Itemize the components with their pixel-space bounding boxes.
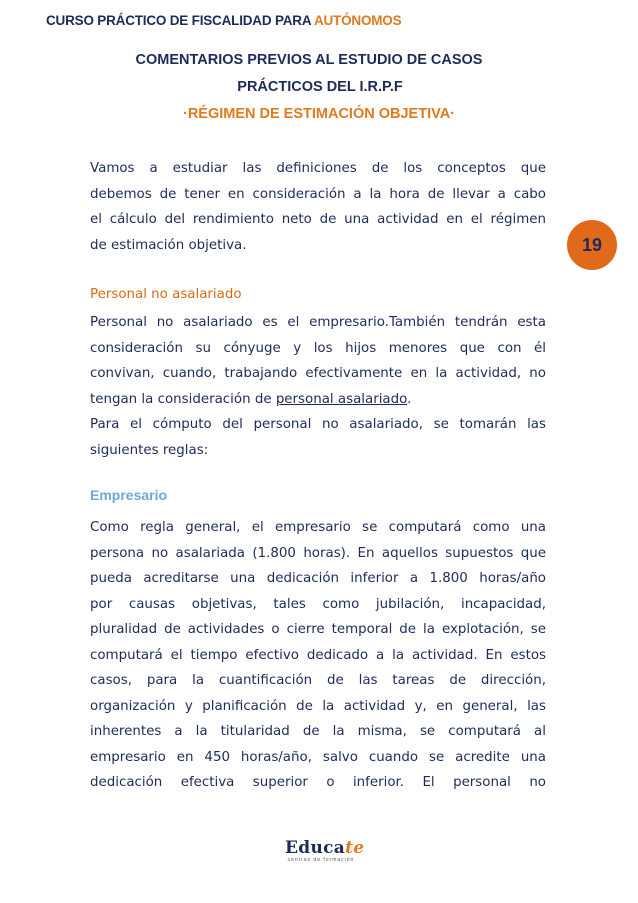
- header-title: CURSO PRÁCTICO DE FISCALIDAD PARA: [46, 13, 314, 28]
- educate-logo: [285, 838, 365, 872]
- text-line: Como regla general, el empresario se computará como una: [90, 520, 546, 535]
- text-line: organización y planificación de la actividad y, en general, las: [90, 698, 546, 714]
- logo-accent-text: te: [345, 838, 365, 858]
- text-fragment: tengan la consideración de: [90, 391, 276, 407]
- text-line: el cálculo del rendimiento neto de una actividad en el régimen: [90, 212, 546, 227]
- text-line: empresario en 450 horas/año, salvo cuando se acredite una: [90, 749, 546, 765]
- text-line: por causas objetivas, tales como jubilación, incapacidad,: [90, 596, 546, 612]
- text-fragment: .: [407, 391, 412, 407]
- title-line-1: COMENTARIOS PREVIOS AL ESTUDIO DE CASOS: [135, 52, 483, 68]
- text-line: computará el tiempo efectivo dedicado a la actividad. En estos: [90, 647, 546, 663]
- text-line: Para el cómputo del personal no asalariado, se tomarán las: [90, 417, 546, 432]
- logo-main-text: Educa: [285, 838, 346, 858]
- logo-wordmark: [285, 838, 365, 858]
- text-line: de estimación objetiva.: [90, 237, 247, 253]
- text-line: pluralidad de actividades o cierre temporal de la explotación, se: [90, 622, 546, 637]
- intro-paragraph: [90, 156, 546, 258]
- header-accent: AUTÓNOMOS: [313, 13, 402, 28]
- text-line: [90, 387, 546, 413]
- text-line: dedicación efectiva superior o inferior. El personal no: [90, 775, 546, 790]
- text-line: Vamos a estudiar las definiciones de los conceptos que: [90, 161, 546, 176]
- text-line: inherentes a la titularidad de la misma, se computará al: [90, 724, 546, 739]
- text-line: consideración su cónyuge y los hijos menores que con él: [90, 340, 546, 356]
- page-number-badge: [567, 220, 617, 270]
- empresario-paragraph: [90, 515, 546, 796]
- text-line: convivan, cuando, trabajando efectivamente en la actividad, no: [90, 366, 546, 381]
- text-line: pueda acreditarse una dedicación inferior a 1.800 horas/año: [90, 571, 546, 586]
- text-line: casos, para la cuantificación de las tareas de dirección,: [90, 673, 546, 688]
- section-heading-empresario: Empresario: [90, 487, 168, 503]
- personal-asalariado-link[interactable]: personal asalariado: [275, 391, 408, 407]
- section-heading-personal-no-asalariado: Personal no asalariado: [90, 287, 242, 302]
- title-line-2: PRÁCTICOS DEL I.R.P.F: [237, 79, 403, 95]
- text-line: Personal no asalariado es el empresario.También tendrán esta: [90, 315, 546, 330]
- title-line-3: ·RÉGIMEN DE ESTIMACIÓN OBJETIVA·: [182, 106, 456, 122]
- text-line: persona no asalariada (1.800 horas). En aquellos supuestos que: [90, 545, 546, 561]
- text-line: siguientes reglas:: [90, 442, 209, 458]
- document-header: [46, 13, 401, 28]
- logo-tagline: centros de formación: [287, 857, 355, 863]
- personal-no-asalariado-paragraph: [90, 310, 546, 463]
- text-line: debemos de tener en consideración a la hora de llevar a cabo: [90, 186, 546, 202]
- page-number: 19: [581, 234, 603, 255]
